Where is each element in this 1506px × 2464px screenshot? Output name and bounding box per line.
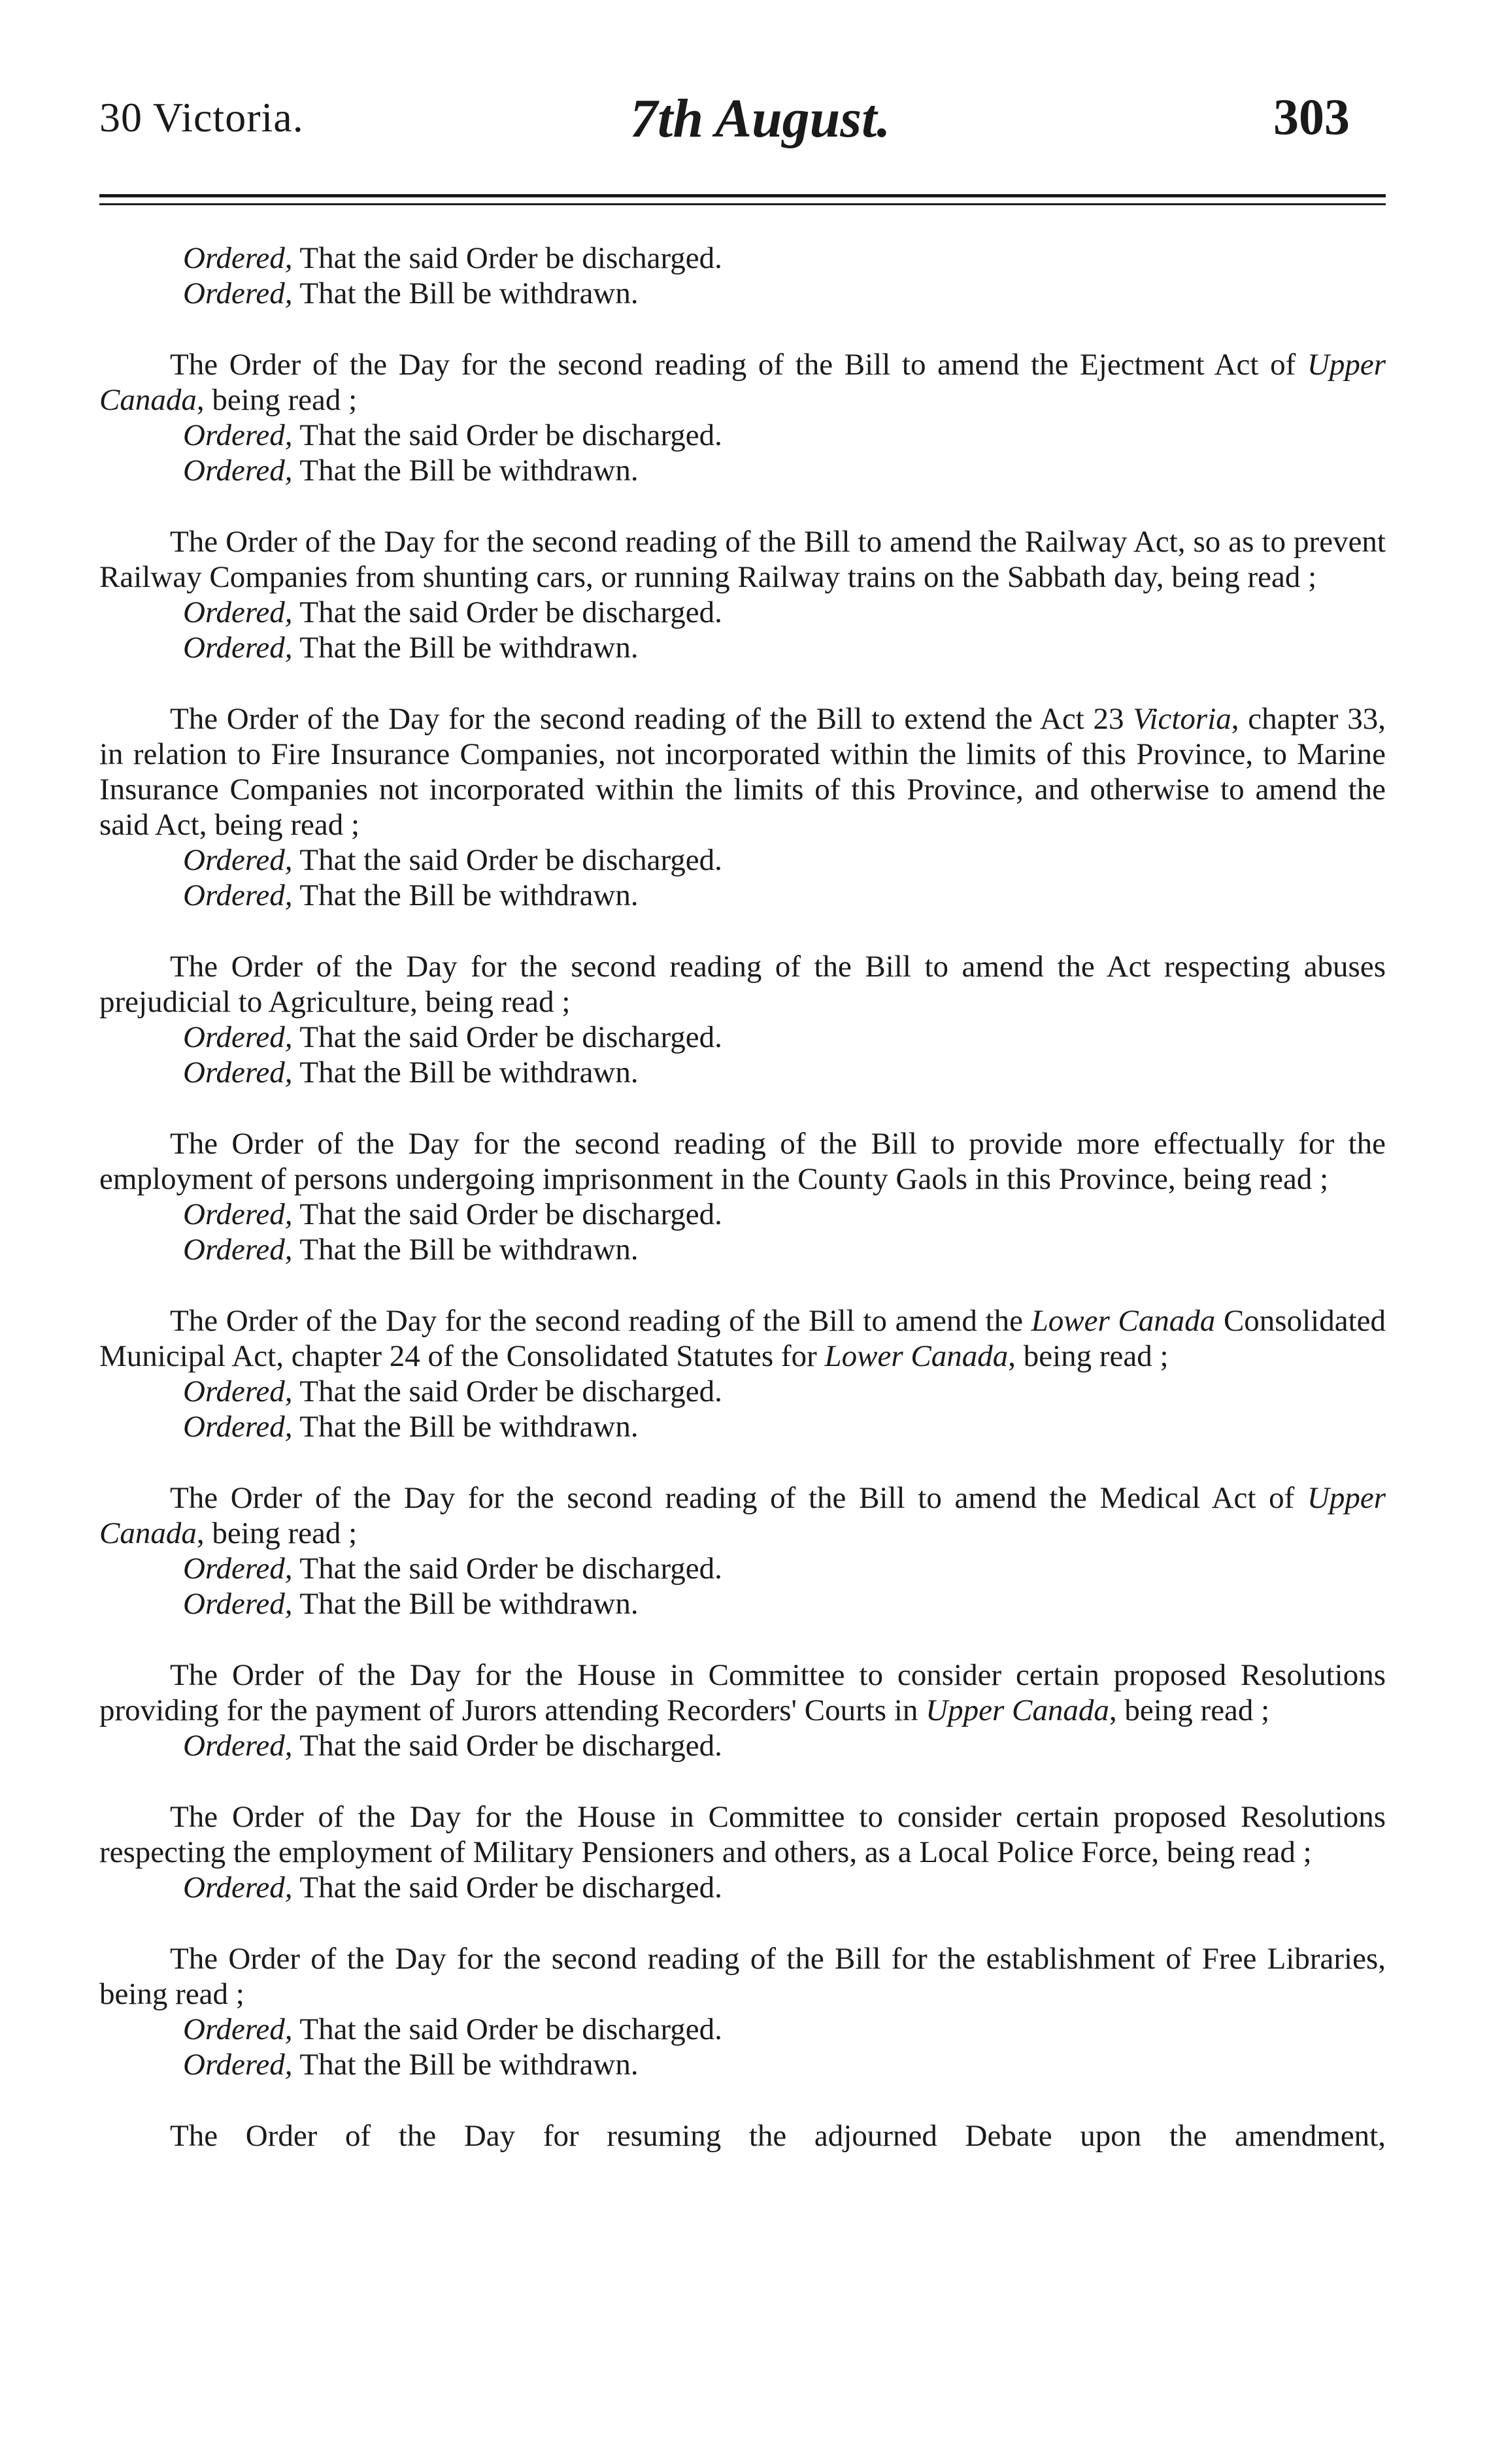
- motion-text: , being read ;: [196, 1516, 358, 1550]
- header-rule-thin: [99, 203, 1386, 205]
- motion-paragraph: [99, 1799, 1386, 1870]
- order-line: [183, 1586, 1386, 1622]
- motion-text: , being read ;: [196, 383, 358, 417]
- italic-text: Victoria: [1133, 702, 1231, 736]
- motion-text: The Order of the Day for the second reading of the Bill to amend the Railway Act, so as to prevent Railway Companies from shunting cars, or running Railway trains on the Sabbath day, being read ;: [99, 525, 1386, 594]
- motion-text: The Order of the Day for the second reading of the Bill to extend the Act 23: [170, 702, 1133, 736]
- italic-text: Upper Canada: [926, 1693, 1109, 1727]
- journal-entry: [99, 949, 1386, 1090]
- italic-text: Upper Canada: [99, 348, 1386, 417]
- journal-entry: [99, 1941, 1386, 2082]
- motion-paragraph: [99, 1941, 1386, 2012]
- order-line: [183, 1728, 1386, 1763]
- order-line: [183, 2012, 1386, 2047]
- motion-paragraph: [99, 701, 1386, 842]
- order-line: [183, 595, 1386, 630]
- order-lead: Ordered,: [183, 595, 293, 629]
- order-text: That the Bill be withdrawn.: [299, 1410, 639, 1444]
- order-text: That the said Order be discharged.: [299, 2012, 722, 2046]
- journal-entry: [99, 524, 1386, 665]
- continued-motion: The Order of the Day for resuming the adjourned Debate upon the amendment,: [170, 2119, 1386, 2153]
- motion-text: , chapter 33, in relation to Fire Insurance Companies, not incorporated within the limits of this Province, to Marine Insurance Companies not incorporated within the limits of this Province, and otherwise to amend the said Act, being read ;: [99, 702, 1386, 842]
- motion-text: The Order of the Day for the second reading of the Bill to amend the: [170, 1304, 1031, 1338]
- order-lead: Ordered,: [183, 1020, 293, 1054]
- order-line: [183, 1055, 1386, 1090]
- order-lead: Ordered,: [183, 843, 293, 877]
- motion-text: The Order of the Day for the second reading of the Bill to amend the Medical Act of: [170, 1481, 1307, 1515]
- journal-entry: [99, 241, 1386, 311]
- order-line: [183, 1870, 1386, 1905]
- journal-entry: [99, 347, 1386, 488]
- motion-text: The Order of the Day for the House in Committee to consider certain proposed Resolutions respecting the employment of Military Pensioners and others, as a Local Police Force, being read ;: [99, 1800, 1386, 1869]
- journal-entry: [99, 1657, 1386, 1763]
- order-lead: Ordered,: [183, 241, 293, 275]
- motion-paragraph: [99, 1303, 1386, 1374]
- italic-text: Upper Canada: [99, 1481, 1386, 1550]
- motion-paragraph: [99, 1126, 1386, 1197]
- order-line: [183, 1232, 1386, 1267]
- order-lead: Ordered,: [183, 1410, 293, 1444]
- order-lead: Ordered,: [183, 1587, 293, 1621]
- motion-text: Consolidated Municipal Act, chapter 24 of the Consolidated Statutes for: [99, 1304, 1386, 1373]
- order-text: That the said Order be discharged.: [299, 1871, 722, 1905]
- journal-entry: [99, 1799, 1386, 1905]
- order-lead: Ordered,: [183, 2012, 293, 2046]
- order-lead: Ordered,: [183, 1233, 293, 1267]
- italic-text: Lower Canada: [824, 1339, 1009, 1373]
- order-text: That the said Order be discharged.: [299, 843, 722, 877]
- page-number: 303: [1273, 88, 1350, 145]
- order-text: That the Bill be withdrawn.: [299, 2048, 639, 2082]
- motion-paragraph: [99, 1657, 1386, 1728]
- italic-text: Lower Canada: [1031, 1304, 1216, 1338]
- order-text: That the said Order be discharged.: [299, 418, 722, 452]
- order-lead: Ordered,: [183, 631, 293, 665]
- order-text: That the said Order be discharged.: [299, 1729, 722, 1763]
- motion-paragraph: [99, 524, 1386, 595]
- order-line: [183, 276, 1386, 311]
- motion-text: The Order of the Day for the second reading of the Bill to amend the Act respecting abuses prejudicial to Agriculture, being read ;: [99, 950, 1386, 1019]
- motion-text: , being read ;: [1109, 1693, 1270, 1727]
- order-text: That the said Order be discharged.: [299, 595, 722, 629]
- order-line: [183, 1551, 1386, 1586]
- journal-entry: [99, 1303, 1386, 1444]
- order-lead: Ordered,: [183, 1729, 293, 1763]
- journal-body: [99, 241, 1386, 2154]
- order-text: That the said Order be discharged.: [299, 1374, 722, 1408]
- journal-entry: [99, 1126, 1386, 1267]
- order-lead: Ordered,: [183, 276, 293, 310]
- order-lead: Ordered,: [183, 1197, 293, 1231]
- order-line: [183, 1409, 1386, 1444]
- order-lead: Ordered,: [183, 418, 293, 452]
- motion-text: , being read ;: [1008, 1339, 1169, 1373]
- order-line: [183, 1020, 1386, 1055]
- order-text: That the Bill be withdrawn.: [299, 276, 639, 310]
- order-line: [183, 878, 1386, 913]
- motion-text: The Order of the Day for the second reading of the Bill to amend the Ejectment Act of: [170, 348, 1307, 382]
- order-line: [183, 1197, 1386, 1232]
- page-header: [0, 0, 1506, 196]
- order-text: That the Bill be withdrawn.: [299, 454, 639, 488]
- order-line: [183, 630, 1386, 665]
- motion-paragraph: [99, 347, 1386, 418]
- order-lead: Ordered,: [183, 1552, 293, 1586]
- order-text: That the said Order be discharged.: [299, 1552, 722, 1586]
- order-lead: Ordered,: [183, 2048, 293, 2082]
- motion-paragraph: [99, 1480, 1386, 1551]
- motion-text: The Order of the Day for the second reading of the Bill to provide more effectually for the employment of persons undergoing imprisonment in the County Gaols in this Province, being read ;: [99, 1127, 1386, 1196]
- order-text: That the Bill be withdrawn.: [299, 1587, 639, 1621]
- order-line: [183, 418, 1386, 453]
- order-lead: Ordered,: [183, 1871, 293, 1905]
- order-text: That the Bill be withdrawn.: [299, 878, 639, 912]
- motion-text: The Order of the Day for the second reading of the Bill for the establishment of Free Libraries, being read ;: [99, 1942, 1386, 2011]
- order-lead: Ordered,: [183, 878, 293, 912]
- header-rule-thick: [99, 194, 1386, 197]
- order-line: [183, 1374, 1386, 1409]
- order-line: [183, 842, 1386, 878]
- journal-entry: [99, 1480, 1386, 1622]
- order-lead: Ordered,: [183, 1056, 293, 1090]
- order-line: [183, 241, 1386, 276]
- order-text: That the Bill be withdrawn.: [299, 631, 639, 665]
- journal-entry: [99, 701, 1386, 913]
- order-text: That the said Order be discharged.: [299, 1197, 722, 1231]
- order-text: That the Bill be withdrawn.: [299, 1056, 639, 1090]
- order-line: [183, 453, 1386, 488]
- order-text: That the said Order be discharged.: [299, 241, 722, 275]
- order-lead: Ordered,: [183, 1374, 293, 1408]
- order-lead: Ordered,: [183, 454, 293, 488]
- session-label: 30 Victoria.: [99, 94, 304, 141]
- order-text: That the Bill be withdrawn.: [299, 1233, 639, 1267]
- date-heading: 7th August.: [630, 88, 891, 149]
- motion-paragraph: [99, 949, 1386, 1020]
- order-text: That the said Order be discharged.: [299, 1020, 722, 1054]
- motion-text: The Order of the Day for the House in Committee to consider certain proposed Resolutions providing for the payment of Jurors attending Recorders' Courts in: [99, 1658, 1386, 1727]
- order-line: [183, 2047, 1386, 2082]
